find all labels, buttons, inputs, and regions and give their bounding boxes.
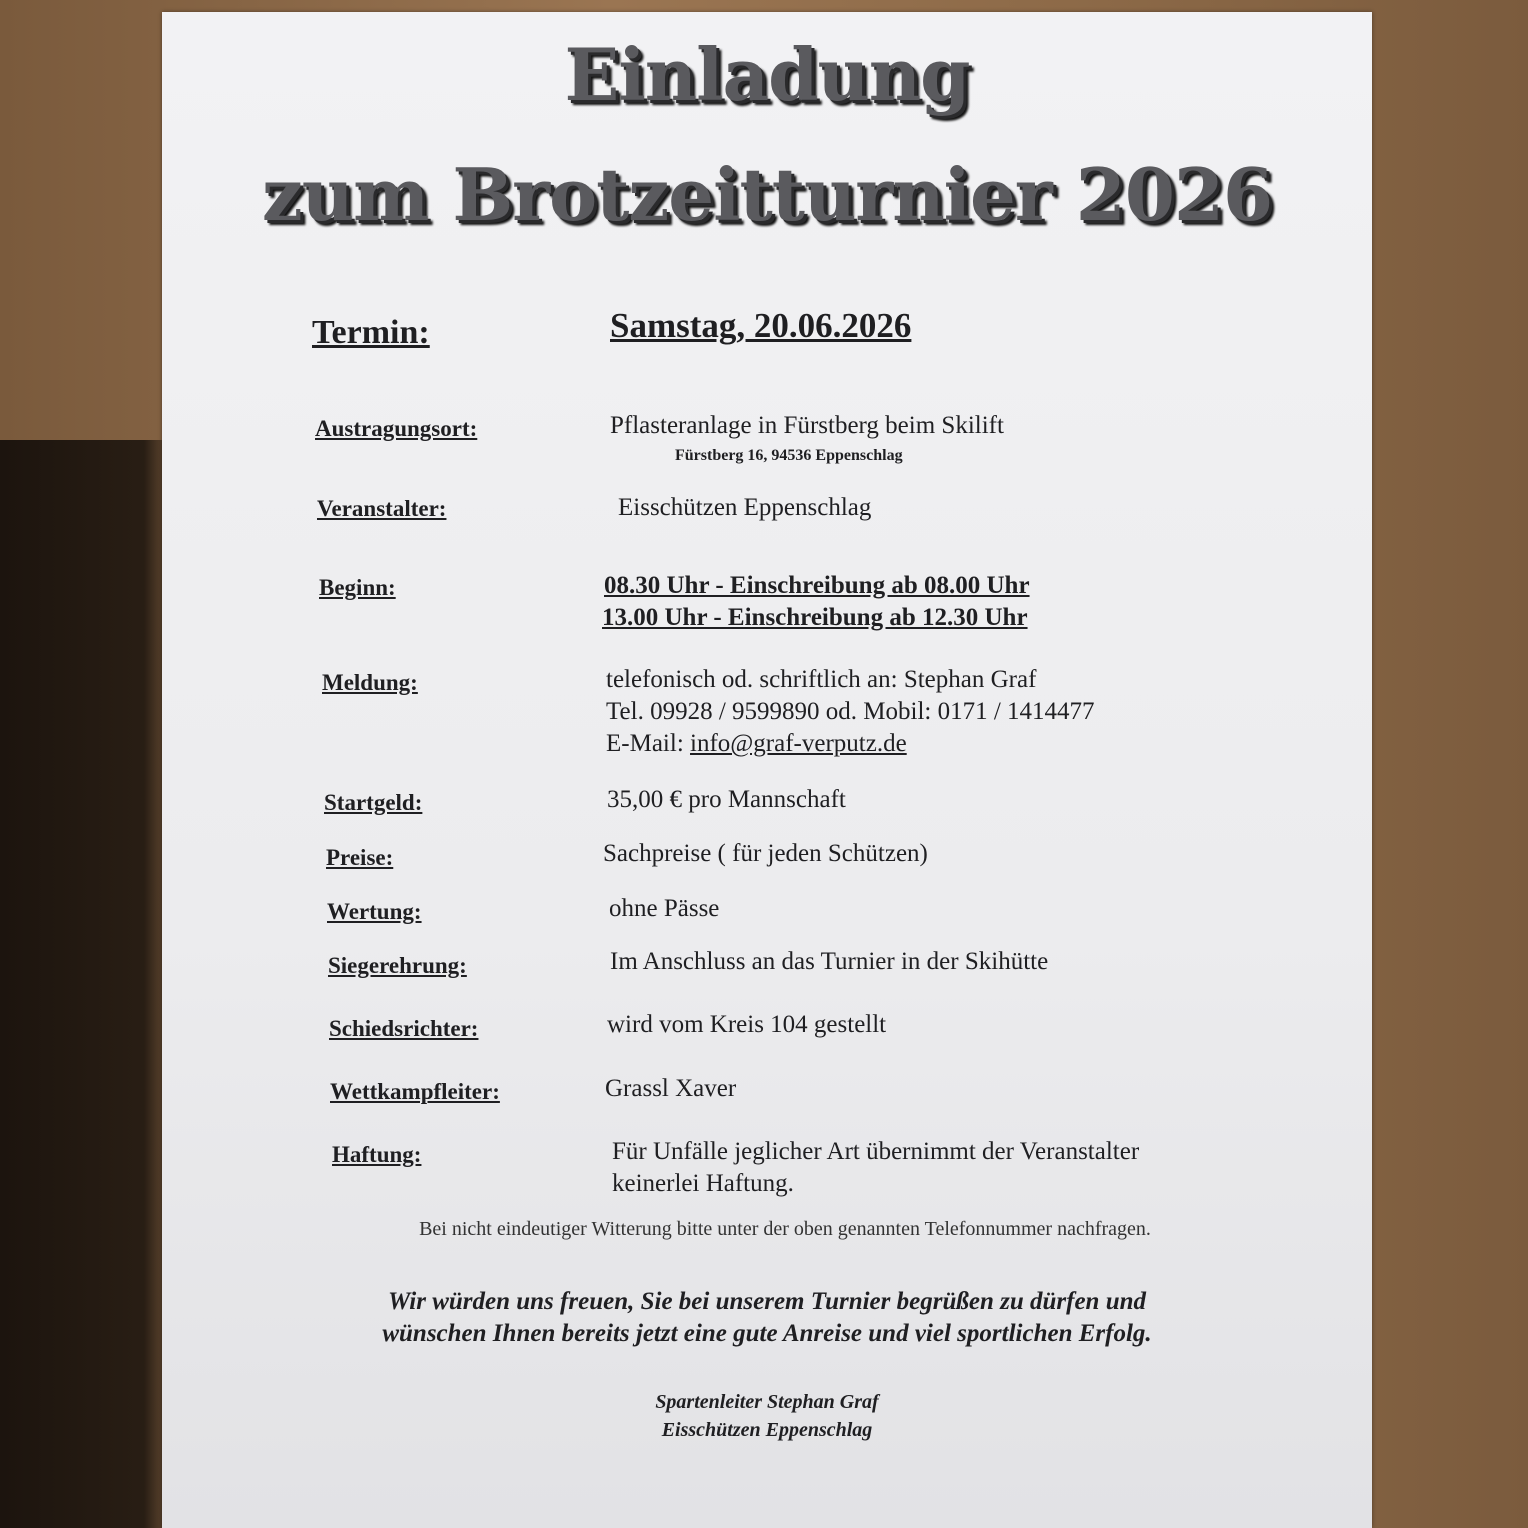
termin-value: Samstag, 20.06.2026 (610, 306, 912, 345)
austragungsort-label: Austragungsort: (315, 416, 478, 441)
closing-line-2: wünschen Ihnen bereits jetzt eine gute Anreise und viel sportlichen Erfolg. (382, 1320, 1152, 1347)
beginn-label: Beginn: (319, 575, 396, 600)
preise-label: Preise: (326, 845, 394, 870)
title-line-2: zum Brotzeitturnier 2026 (261, 152, 1273, 237)
shadow (0, 440, 180, 1528)
veranstalter-value: Eisschützen Eppenschlag (618, 494, 872, 521)
meldung-label: Meldung: (322, 670, 418, 695)
siegerehrung-value: Im Anschluss an das Turnier in der Skihütte (610, 948, 1049, 975)
schiedsrichter-label: Schiedsrichter: (329, 1016, 479, 1041)
startgeld-label: Startgeld: (324, 790, 423, 815)
email-prefix: E-Mail: (606, 730, 691, 757)
startgeld-value: 35,00 € pro Mannschaft (607, 786, 846, 813)
beginn-line-2: 13.00 Uhr - Einschreibung ab 12.30 Uhr (602, 604, 1028, 631)
schiedsrichter-value: wird vom Kreis 104 gestellt (607, 1011, 887, 1038)
email-link[interactable]: info@graf-verputz.de (690, 730, 907, 757)
invitation-sheet (162, 12, 1372, 1528)
closing-line-1: Wir würden uns freuen, Sie bei unserem Turnier begrüßen zu dürfen und (387, 1288, 1147, 1315)
veranstalter-label: Veranstalter: (317, 496, 447, 521)
meldung-email-row (606, 728, 907, 760)
title-line-1: Einladung (564, 32, 970, 117)
wettkampfleiter-value: Grassl Xaver (605, 1075, 737, 1102)
signature-line-2: Eisschützen Eppenschlag (661, 1419, 873, 1441)
wertung-label: Wertung: (327, 899, 422, 924)
haftung-label: Haftung: (332, 1142, 422, 1167)
meldung-line-2: Tel. 09928 / 9599890 od. Mobil: 0171 / 1414477 (606, 698, 1095, 725)
austragungsort-value: Pflasteranlage in Fürstberg beim Skilift (610, 412, 1004, 439)
wettkampfleiter-label: Wettkampfleiter: (330, 1079, 500, 1104)
siegerehrung-label: Siegerehrung: (328, 953, 467, 978)
beginn-line-1: 08.30 Uhr - Einschreibung ab 08.00 Uhr (604, 572, 1030, 599)
weather-note: Bei nicht eindeutiger Witterung bitte unter der oben genannten Telefonnummer nachfragen. (419, 1218, 1151, 1240)
termin-label: Termin: (312, 314, 430, 351)
signature-line-1: Spartenleiter Stephan Graf (655, 1391, 879, 1413)
haftung-line-2: keinerlei Haftung. (612, 1170, 794, 1197)
preise-value: Sachpreise ( für jeden Schützen) (603, 840, 928, 867)
wertung-value: ohne Pässe (609, 895, 720, 922)
haftung-line-1: Für Unfälle jeglicher Art übernimmt der Veranstalter (612, 1138, 1140, 1165)
meldung-line-1: telefonisch od. schriftlich an: Stephan Graf (606, 666, 1037, 693)
austragungsort-address: Fürstberg 16, 94536 Eppenschlag (675, 447, 903, 464)
